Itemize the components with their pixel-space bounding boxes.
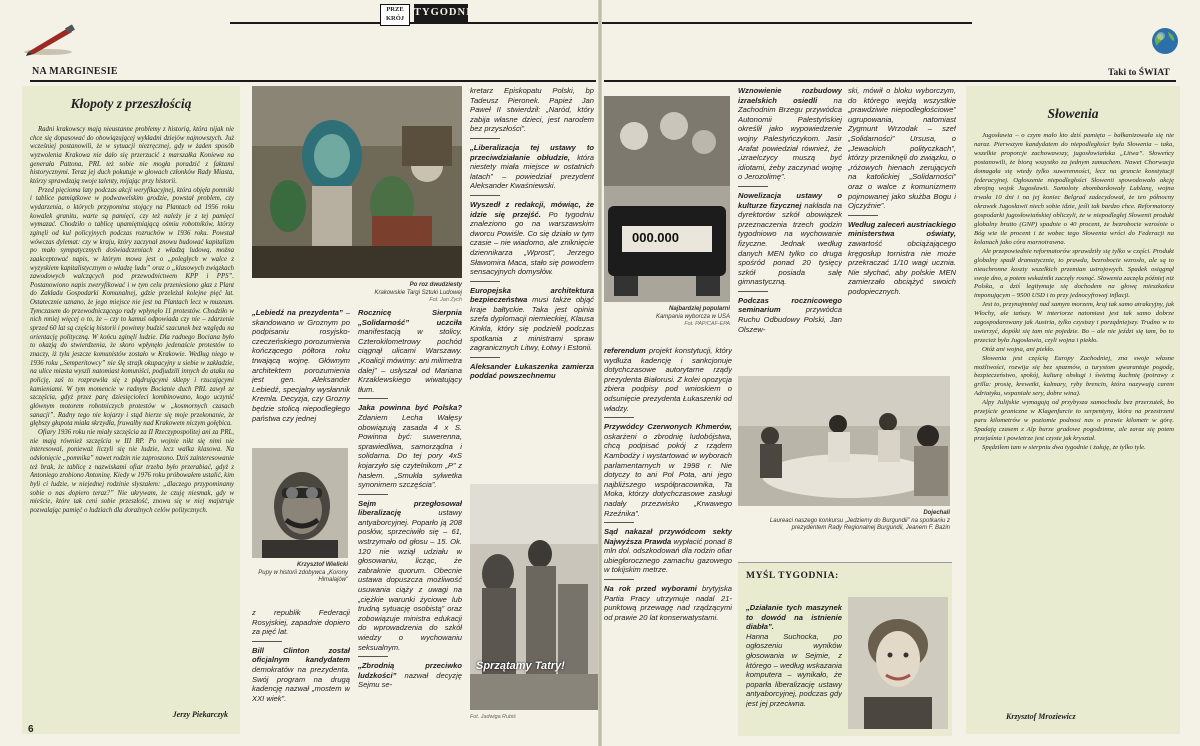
news-lead: „Liberalizacja tej ustawy to przeciwdziałanie obłudzie,	[470, 142, 594, 162]
photo1-credit: Fot. Jan Zych	[429, 297, 462, 303]
news-item	[848, 86, 956, 211]
news-item	[470, 86, 594, 134]
campaign-image	[604, 96, 730, 302]
photo4-caption: Najbardziej popularni	[668, 306, 730, 312]
photo1-caption: Po roz dwudziesty	[409, 282, 462, 288]
right-article-paragraph: Jugosławia – o czym mało kto dziś pamięta – bałkanizowała się nie naraz. Pierwszym kandydatem do niepodległości była Słowenia – taka, wszelkie proporcje zachowawszy, jugosłowiańska „Litwa”. Słoweńcy postanowili, że biorą wszystko za jednym zamachem. Nawet Chorwacja domagała się wtedy tylko suwerenności, lecz na gruncie konstytucji federacyjnej. Ogłoszenie niepodległości Słowenii spowodowało akcję zbrojną wojsk Jugosławii. Samoloty zbombardowały Lublanę, wojna trwała 10 dni i na jej koniec Belgrad zadecydował, że ten północny okrawek Jugosławii niech sobie idzie, jeśli tak bardzo chce. Reformatorzy gospodarki jugosłowiańskiej obliczyli, że w niepodległej Słowenii produkt globalny brutto (GNP) spadnie o 40 procent, że bezrobocie wzrośnie o Bóg wie ile procent i że wobec tego Słowenia wróci do Federacji na kolanach jako córa marnotrawna.	[974, 132, 1174, 246]
news-item	[252, 646, 350, 704]
header-rule-right	[602, 22, 972, 24]
separator	[252, 641, 282, 642]
news-text: demokratów na prezydenta. Swój program na drugą kadencję nazwał „mostem w XXI wiek”.	[252, 664, 350, 703]
right-article-paragraph: Ale przepowiednie reformatorów sprawdziły się tylko w części. Produkt globalny spadł dramatycznie, to prawda, bezrobocie wzrosło, ale są to nieuchronne koszty wszelkich przemian ustrojowych. Spadek osiągnął swoje dno, a potem wskaźniki zaczęły rosnąć. Słowenia zaczęła później niż Polska, a dziś legitymuje się dochodem na głowę mieszkańca imponującym – 9500 USD i to przy jednocyfrowej inflacji.	[974, 247, 1174, 300]
news-text: nazwał decyzję Sejmu se-	[358, 670, 462, 690]
page-number: 6	[28, 724, 34, 735]
photo4-credit: Fot. PAP/CAF-EPA	[684, 321, 730, 327]
suchocka-image	[848, 597, 948, 729]
separator	[604, 579, 634, 580]
thought-quote: „Działanie tych maszynek to dowód na istnienie diabła”.	[746, 603, 842, 632]
news-text: Po tygodniu znaleziono go na warszawskim dworcu Powiśle. Co się działo w tym czasie – nie wiadomo, ale zniknięcie dziennikarza „Wprost”, Jerzego Sławomira Maca, stało się powodem sensacyjnych domysłów.	[470, 209, 594, 277]
right-article-paragraph: Spędziłem tam w sierpniu dwa tygodnie i żałuję, że tylko tyle.	[982, 443, 1146, 451]
photo3-caption-box	[470, 714, 550, 722]
news-item	[470, 362, 594, 381]
news-item	[738, 86, 842, 182]
news-lead: Sejm przegłosował liberalizację	[358, 498, 462, 518]
meeting-image	[738, 376, 950, 506]
campaign-plate: 000.000	[632, 230, 679, 245]
news-text: wypłacić ponad 8 mln dol. odszkodowań dla rodzin ofiar ubiegłorocznego zamachu gazowego w tokijskim metrze.	[604, 536, 732, 575]
news-text: – skandowano w Groznym po podpisaniu rosyjsko-czeczeńskiego porozumienia kończącego półtora roku trwającą wojnę. Głównym architektem porozumienia jest gen. Aleksander Lebiedź, specjalny wysłannik Kremla. Decyzja, czy Grozny będzie stolicą niepodległego państwa czy jednej	[252, 308, 350, 423]
right-article-paragraph: Alpy Julijskie wymagają od przybysza samochodu bez przerzutek, bo przejście graniczne w Klagenfurcie to serpentyny, która na przestrzeni paru kilometrów w poziomie podnosi nas o prawie kilometr w górę. Spadają czasem z Alp burze gradowe pogodzinne, ale zaraz się potem przejaśnia i powietrze jest czyste jak kryształ.	[974, 399, 1174, 442]
news-item	[358, 499, 462, 653]
logo-top: PRZE	[386, 6, 404, 13]
news-lead: „Lebiedź na prezydenta”	[252, 308, 343, 317]
news-lead: Nowelizacja ustawy o kulturze fizycznej	[738, 190, 842, 210]
photo-folk-art	[252, 86, 462, 278]
news-text: zawartość obciążającego kręgosłup tornistra nie może przekraczać 1/10 wagi ucznia. Nie słychać, aby polskie MEN zamierzało obciążyć swoich podopiecznych.	[848, 238, 956, 296]
news-column-7	[848, 86, 956, 376]
news-text: która niestety miała miejsce w ostatnich latach” – powiedział prezydent Aleksander Kwaśniewski.	[470, 152, 594, 191]
news-column-2a	[252, 308, 350, 458]
right-article-author: Krzysztof Mroziewicz	[1006, 712, 1076, 721]
right-section-rule	[604, 80, 1176, 82]
news-item	[848, 220, 956, 297]
right-article-paragraph: Otóż ani wojna, ani piekło.	[982, 345, 1055, 353]
header-rule-left	[230, 22, 598, 24]
tatry-overlay: Sprzątamy Tatry!	[476, 660, 565, 672]
left-article-paragraph: Ofiary 1936 roku nie miały szczęścia za II Rzeczypospolitej ani za PRL, nie mają również szczęścia w III RP. Po wojnie nikt się nimi nie interesował, ponieważ liczyli się nie ludzie, lecz walka klasowa. Na odsłonięcie „pomnika” nawet rodzin nie zaproszono. Dziś zainteresowanie też brak, że tablicę z nazwiskami ofiar trzeba było przerabiać, gdyż z Antoniego zrobiono Antoninę. Kiedy w 1976 roku próbowałem ustalić, kim byli ci ludzie, w niejednej rodzinie słyszałem: „dlaczego przypominamy sobie o nas dopiero teraz?” Nie ukrywam, że czuję niesmak, gdy w mieście, które tak ceni sobie przeszłość, znowu się w niej majstruje pozwalając pamięć o ludziach dla doraźnych celów politycznych.	[30, 428, 234, 514]
left-section-rule	[30, 80, 596, 82]
photo1-sub: Krakowskie Targi Sztuki Ludowej	[374, 289, 462, 296]
photo4-caption-box	[604, 306, 730, 329]
news-item	[252, 608, 350, 637]
globe-icon	[1150, 26, 1180, 56]
news-column-4	[470, 86, 594, 476]
news-text: oskarżeni o zbrodnię ludobójstwa, chcą podpisać pokój z rządem Kambodży i wystartować w wyborach parlamentarnych w 1998 r. Nie dotyczy to ani Pol Pota, ani jego najbliższego współpracownika, Ta Moka, którzy dotychczasowe zasługi nadały przezwisko „Krwawego Rzeźnika”.	[604, 431, 732, 518]
news-item	[252, 308, 350, 423]
news-item	[604, 346, 732, 413]
news-lead: Wyszedł z redakcji, mówiąc, że idzie się przejść.	[470, 199, 594, 219]
photo2-caption: Krzysztof Wielicki	[297, 562, 348, 568]
news-text: ustawy antyaborcyjnej. Poparło ją 208 posłów, sprzeciwiło się – 61, wstrzymało od głosu – 15. Ok. 120 nie wziął udziału w głosowaniu, licząc, że zabraknie quorum. Obecnie ustawa dopuszcza możliwość usuwania ciąży z uwagi na „ciężkie warunki życiowe lub trudną sytuację osobistą” oraz zobowiązuje ministra edukacji do wprowadzenia do szkół wiedzy o wychowaniu seksualnym.	[358, 508, 462, 652]
news-text: manifestacją w stolicy. Czterokilometrowy pochód ciągnął ulicami Warszawy. „Koalicji mówimy: ani milimetra dalej” – usłyszał od Mariana Krzaklewskiego wiwatujący tłum.	[358, 327, 462, 394]
photo4-sub: Kampania wyborcza w USA	[655, 313, 730, 320]
news-lead: Jaka powinna być Polska?	[358, 403, 462, 413]
photo2-caption-box	[252, 562, 348, 585]
right-article-title: Słowenia	[1047, 106, 1099, 121]
news-lead: Na rok przed wyborami	[604, 584, 697, 594]
news-item	[358, 308, 462, 394]
news-item	[358, 403, 462, 489]
right-article-paragraph: Jest to, przynajmniej nad samym morzem, kraj tak samo atrakcyjny, jak Włochy, ale tańszy. W interiorze natomiast jest tak samo dobrze zagospodarowany jak Austria, tylko czystszy i porządniejszy. Trudno w to uwierzyć, dopóki się tam nie pojedzie. Bo – ale nie jeździ się tam, bo to przecież była Jugosławia, czyli wojna i piekło.	[974, 301, 1174, 344]
news-text: Zdaniem Lecha Wałęsy obowiązują zasada 4 x S. Powinna być: suwerenna, sprawiedliwa, samorządna i solidarna. Do tej pory 4xS kojarzyło się czytelnikom „P” z hasłem. „Smukła sylwetka synonimem szczęścia”.	[358, 412, 462, 490]
right-article-box	[966, 86, 1180, 734]
news-text: ski, mówił o bloku wyborczym, do którego wejdą wszystkie „prawdziwie niepodległościowe” ugrupowania, natomiast Zygmunt Wrzodak – szef „Solidarności” Ursusa, o „Jewackich polityczkach”, którzy przeniknęli do związku, o „różowych hienach zerujących na katolickiej „Solidarności” oraz o walce z komunizmem pojmowanej jako służba Bogu i Ojczyźnie”.	[848, 86, 956, 211]
news-text: kretarz Episkopatu Polski, bp Tadeusz Pieronek. Papież Jan Paweł II stwierdził: „Naród, który zabija własne dzieci, jest narodem bez przyszłości”.	[470, 86, 594, 134]
news-item	[358, 661, 462, 690]
news-lead: Rocznicę Sierpnia „Solidarność” uczciła	[358, 308, 462, 327]
separator	[470, 138, 500, 139]
separator	[470, 357, 500, 358]
left-article-box	[22, 86, 240, 734]
separator	[358, 494, 388, 495]
left-article-body	[30, 126, 234, 706]
separator	[358, 656, 388, 657]
thought-body	[746, 603, 842, 733]
news-column-6	[738, 86, 842, 416]
news-column-3	[358, 308, 462, 734]
news-lead: referendum	[604, 346, 646, 355]
climber-image	[252, 448, 348, 558]
news-text: na Zachodnim Brzegu przywódca Autonomii Palestyńskiej określił jako wypowiedzenie wojny Palestyńczykom. Jasir Arafat powiedział również, że „izraelczycy muszą być idiotami, żeby zaczynać wojnę o Jerozolimę”.	[738, 95, 842, 182]
news-text: nakłada na dyrektorów szkół obowiązek przeznaczenia trzech godzin tygodniowo na wychowanie fizyczne. Jednak według danych MEN tylko co druga spośród ponad 20 tysięcy szkół posiada salę gimnastyczną.	[738, 200, 842, 287]
news-lead: Przywódcy Czerwonych Khmerów,	[604, 422, 732, 432]
separator	[604, 522, 634, 523]
news-lead: Sąd nakazał przywódcom sekty Najwyższa Prawda	[604, 527, 732, 546]
news-item	[604, 527, 732, 575]
news-text: przywódca Ruchu Odbudowy Polski, Jan Olszew-	[738, 305, 842, 334]
news-lead: Wznowienie rozbudowy izraelskich osiedli	[738, 86, 842, 105]
news-text: z republik Federacji Rosyjskiej, zapadnie dopiero za pięć lat.	[252, 608, 350, 637]
left-article-paragraph: Przed pięcioma laty podczas akcji weryfikacyjnej, która objęła pomniki i tablice pamiątkowe w podwawelskim grodzie, powstał problem, czy wydarzenia, o których przypomina stojący na Plantach od 1956 roku kowalek granitu, warte są pamięci, czy też należy je z tej pamięci wymazać. Chodziło o tablicę upamiętniającą ośmiu robotników, którzy zginęli od kul policyjnych podczas rozruchów w 1936 roku. Powstał wówczas dylemat: czy w kraju, który zaczynał znowu budować kapitalizm po mało sympatycznych doświadczeniach z władzą ludową, można zaakceptować napis, w którym mowa jest o „poległych w walce z wyzyskiem kapitalistycznym o władzę ludu” oraz o „klasowych związkach zawodowych walczących pod przewodnictwem KPP i PPS”. Postanowiono napis zweryfikować i w tym celu przeniesiono głaz z Plant do Zakładu Gospodarki Komunalnej, gdzie przeleżał kolejne pięć lat. Ostatecznie uznano, że jego miejsce nie jest na Plantach lecz w muzeum. Tymczasem do przewodniczącego rady wpłynęło 11 protestów. Chodziło w nich mniej więcej o to, że – czy to kamuś odpowiada czy nie – zdarzenie sprzed 60 lat są częścią historii i powinny budzić szacunek bez względu na orientację polityczną. W końcu zginęli ludzie. Dla radnego Bociana było to okazją do stwierdzenia, że skoro wpłynęło jedenaście protestów to znaczy, iż tylu jeszcze komunistów zostało w Krakowie. Według niego w 1936 roku „Semperitowcy” nie ślę strajk okupacyjny u siebie w zakładzie, na ulice miasta wyszli natomiast komuniści, podjudzili innych do ataku na policję, zaś to rozprawiła się z płądrującymi sklepy i rzucającymi kamieniami. W tym momencie w radnym Bocianie duch PRL zawył ze szczęścia, gdyż przez parę dziesięcioleci kombinowano, kogo uczynić głównym motorem robotniczych protestów w „kosmornych czasach sanacji”. Radny tego nie kojarzy i stąd bierze się moje przekonanie, że głębszy głupota miała skrzydła, fruwalby nad Krakowem niczym gołębica.	[30, 186, 234, 428]
logo-box	[380, 4, 410, 26]
left-article-title: Kłopoty z przeszłością	[70, 96, 192, 111]
photo2-sub: Pupy w historii zdobywca „Korony Himalajów”	[258, 569, 348, 583]
news-lead: Europejska architektura bezpieczeństwa	[470, 285, 594, 305]
right-article-body	[974, 132, 1174, 708]
separator	[470, 195, 500, 196]
news-lead: „Zbrodnią przeciwko ludzkości”	[358, 661, 462, 680]
news-column-5	[604, 346, 732, 736]
photo-climber	[252, 448, 348, 558]
separator	[470, 281, 500, 282]
news-text: musi także objąć kraje bałtyckie. Taka jest opinia szefa dyplomacji niemieckiej, Klausa Kinkla, który się podzielił podczas spotkania z ministrami spraw zagranicznych Litwy, Łotwy i Estonii.	[470, 295, 594, 353]
news-lead: Bill Clinton został oficjalnym kandydatem	[252, 645, 350, 665]
logo-bottom: KRÓJ	[385, 15, 405, 22]
photo-tatry	[470, 484, 598, 710]
news-column-2b	[252, 608, 350, 734]
news-item	[604, 422, 732, 518]
photo5-sub: Laureaci naszego konkursu „Jedziemy do Burgundii” na spotkaniu z prezydentem Rady Regionalnej Burgundii, Jeanem F. Bazin	[769, 517, 950, 531]
page-gutter	[598, 0, 602, 746]
photo-meeting	[738, 376, 950, 506]
news-item	[470, 200, 594, 277]
section-title: TYGODNIA	[414, 4, 468, 22]
photo5-caption-box	[738, 510, 950, 533]
separator	[738, 186, 768, 187]
news-item	[470, 143, 594, 191]
thought-title: MYŚL TYGODNIA:	[746, 571, 839, 581]
left-section-label: NA MARGINESIE	[32, 66, 118, 77]
separator	[358, 398, 388, 399]
photo5-caption: Dojechali	[923, 510, 950, 516]
pen-icon	[22, 22, 78, 58]
photo-suchocka	[848, 597, 948, 729]
separator	[738, 291, 768, 292]
right-section-label: Taki to ŚWIAT	[1108, 68, 1170, 78]
news-lead: Podczas rocznicowego seminarium	[738, 295, 842, 315]
right-article-paragraph: Słowenia jest częścią Europy Zachodniej, zna swoje własne możliwości, rozwija się bez spazmów, a turystom gwarantuje pogodę, bezpieczeństwo, spokój, kulturę obsługi i świetną kuchnię (potrawy z grilla: prosię, krewetki, kalmary, ryby brencin, która nazywają carem Adriatyku, wspaniałe sery, dobre wina).	[974, 354, 1174, 398]
news-lead: Aleksander Łukaszenka zamierza poddać powszechnemu	[470, 361, 594, 381]
tatry-image	[470, 484, 598, 710]
left-article-paragraph: Radni krakowscy mają nieustanne problemy z historią, która nijak nie chce się dopasować do obowiązującej wykładni dziejów najnowszych. Już wcześniej postanowili, że w sytuacji niezręcznej, gdy w żaden sposób wyzwolenia Krakowa nie dało się przerzucić z marszałka Koniewa na generała Pattona, PRL też sobie nie mogła poradzić z faktami historycznymi. Teraz jej duch pokutuje w głowach członków Rady Miasta, którzy sprawdzają swoje talenty, mijając przy historii.	[30, 126, 234, 185]
thought-text: Hanna Suchocka, po ogłoszeniu wyników głosowania w Sejmie, z którego – według wskazania komputera – wynikało, że poparła liberalizację ustawy antyaborcyjnej, podczas gdy jest jej przeciwna.	[746, 631, 842, 708]
thought-of-week-box	[738, 562, 952, 736]
photo1-caption-box	[300, 282, 462, 305]
news-item	[738, 296, 842, 334]
separator	[604, 417, 634, 418]
news-item	[470, 286, 594, 353]
left-article-author: Jerzy Piekarczyk	[172, 710, 228, 719]
news-item	[738, 191, 842, 287]
folk-art-image	[252, 86, 462, 278]
separator	[848, 215, 878, 216]
news-text: brytyjska Partia Pracy utrzymuje nadal 21-punktową przewagę nad rządzącymi od prawie 20 lat konserwatystami.	[604, 584, 732, 622]
news-item	[604, 584, 732, 622]
news-text: projekt konstytucji, który wydłuża kadencję i sankcjonuje dotychczasowe autorytarne rządy prezydenta Białorusi. Z kolei opozycja zbiera podpisy pod wnioskiem o odsunięcie prezydenta Łukaszenki od władzy.	[604, 346, 732, 413]
photo-campaign	[604, 96, 730, 302]
news-lead: Według zaleceń austriackiego ministerstwa oświaty,	[848, 219, 956, 239]
photo3-credit: Fot. Jadwiga Rubiś	[470, 714, 516, 720]
